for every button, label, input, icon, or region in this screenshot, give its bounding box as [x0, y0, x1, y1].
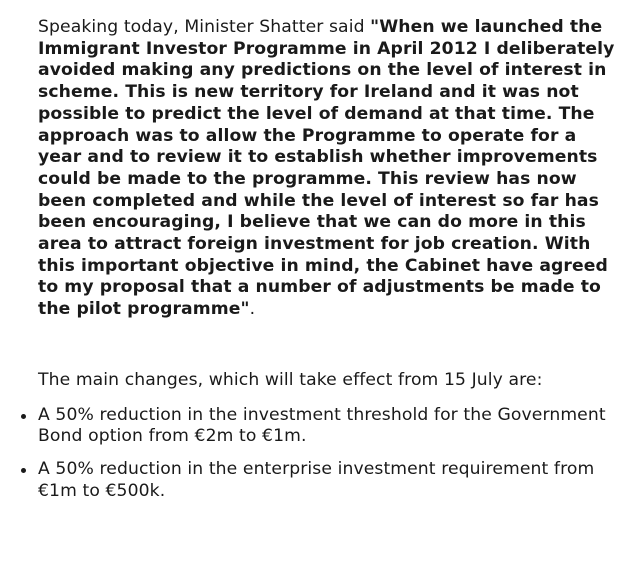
bullet-icon: [21, 414, 26, 419]
list-item: [21, 405, 616, 448]
quote-end-punctuation: .: [249, 299, 256, 320]
list-item-text: A 50% reduction in the investment threshold for the Government Bond option from €2m to €1m.: [38, 404, 606, 447]
minister-quote-text: "When we launched the Immigrant Investor Programme in April 2012 I deliberately avoided making any predictions on the level of interest in scheme. This is new territory for Ireland and it was not possible to predict the level of demand at that time. The approach was to allow the Programme to operate for a year and to review it to establish whether improvements could be made to the programme. This review has now been completed and while the level of interest so far has been encouraging, I believe that we can do more in this area to attract foreign investment for job creation. With this important objective in mind, the Cabinet have agreed to my proposal that a number of adjustments be made to the pilot programme": [38, 17, 615, 320]
minister-quote-paragraph: [38, 17, 616, 321]
changes-list: [38, 405, 616, 503]
changes-intro-paragraph: The main changes, which will take effect from 15 July are:: [38, 369, 543, 390]
quote-lead-text: Speaking today, Minister Shatter said: [38, 17, 371, 37]
list-item-text: A 50% reduction in the enterprise investment requirement from €1m to €500k.: [38, 458, 595, 501]
list-item: [21, 459, 616, 502]
bullet-icon: [21, 468, 26, 473]
